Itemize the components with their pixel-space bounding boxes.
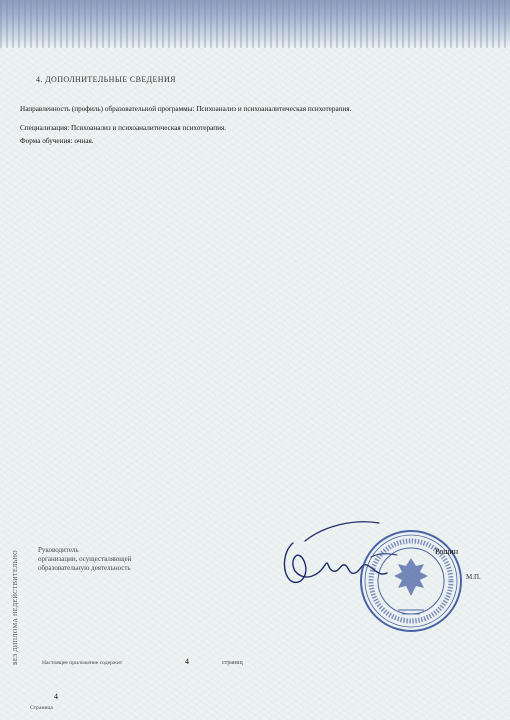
role-line: Руководитель: [38, 546, 79, 554]
page-label: Страница: [30, 705, 53, 711]
page-number: 4: [54, 692, 58, 701]
specialization: Специализация: Психоанализ и психоаналитическая психотерапия.: [20, 124, 227, 132]
decorative-top-band: [0, 0, 510, 48]
stamp-place-mark: М.П.: [466, 573, 481, 581]
role-line: образовательную деятельность: [38, 564, 131, 572]
pages-unit: страниц: [222, 660, 243, 666]
program-focus: Направленность (профиль) образовательной программы: Психоанализ и психоаналитическая психотерапия.: [20, 105, 352, 113]
signatory-name: Рощин: [435, 547, 458, 556]
pages-statement: Настоящее приложение содержит: [42, 660, 123, 666]
study-form: Форма обучения: очная.: [20, 137, 94, 145]
signatory-role: [38, 546, 132, 573]
role-line: организации, осуществляющей: [38, 555, 132, 563]
section-title: 4. ДОПОЛНИТЕЛЬНЫЕ СВЕДЕНИЯ: [36, 75, 176, 84]
pages-count: 4: [185, 657, 189, 666]
validity-side-note: БЕЗ ДИПЛОМА НЕДЕЙСТВИТЕЛЬНО: [12, 550, 19, 665]
official-seal-stamp: [358, 528, 464, 634]
